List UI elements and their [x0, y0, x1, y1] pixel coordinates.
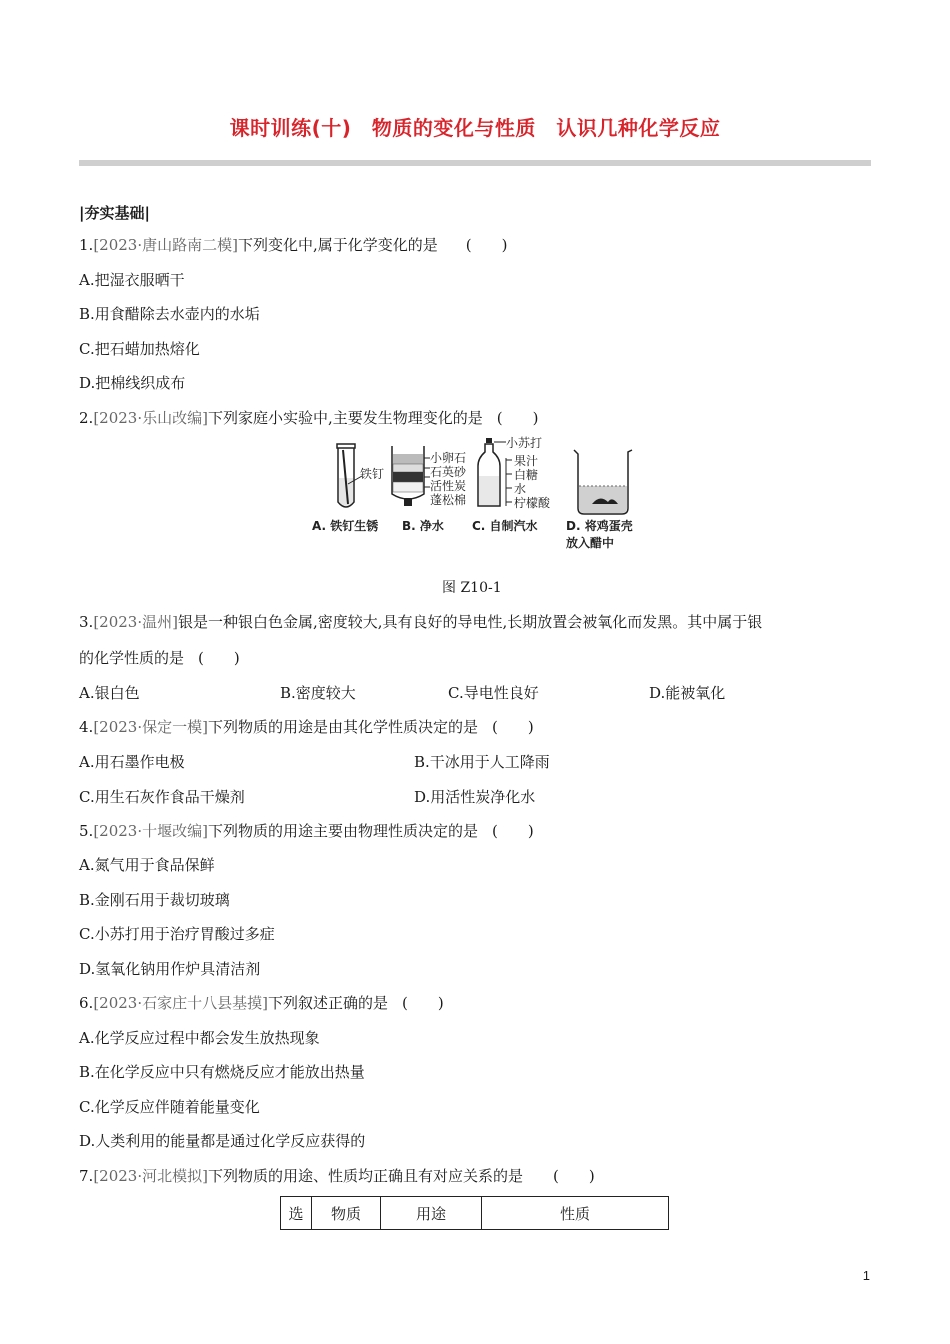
caption-b: B. 净水 — [402, 519, 444, 533]
option-c: C.把石蜡加热熔化 — [79, 340, 200, 358]
section-heading: |夯实基础| — [79, 204, 150, 222]
option-a: A.银白色 — [79, 684, 140, 702]
question-number: 3. — [79, 613, 94, 631]
water-filter — [392, 446, 467, 507]
option-a: A.把湿衣服晒干 — [79, 271, 185, 289]
question-text: 银是一种银白色金属,密度较大,具有良好的导电性,长期放置会被氧化而发黑。其中属于银 — [177, 613, 763, 631]
question-source: [2023·温州] — [93, 613, 178, 631]
question-text: 下列家庭小实验中,主要发生物理变化的是 — [207, 409, 483, 427]
filter-layer: 小卵石 — [430, 451, 467, 465]
option-d: D.能被氧化 — [649, 684, 726, 702]
filter-layer: 活性炭 — [430, 479, 467, 493]
caption-a: A. 铁钉生锈 — [312, 519, 379, 533]
question-text: 下列叙述正确的是 — [267, 994, 388, 1012]
option-b: B.用食醋除去水壶内的水垢 — [79, 305, 260, 323]
option-b: B.金刚石用于裁切玻璃 — [79, 891, 230, 909]
option-b: B.干冰用于人工降雨 — [414, 753, 550, 771]
title-divider — [79, 160, 871, 166]
question-4 — [79, 717, 534, 737]
question-text: 的化学性质的是 — [79, 649, 185, 667]
option-a: A.氮气用于食品保鲜 — [79, 856, 215, 874]
bottle-item: 小苏打 — [506, 436, 543, 450]
answer-blank: ( ) — [198, 649, 240, 667]
option-d: D.用活性炭净化水 — [414, 788, 536, 806]
figure-caption: 图 Z10-1 — [442, 580, 502, 596]
table-header: 性质 — [482, 1197, 669, 1230]
option-d: D.把棉线织成布 — [79, 374, 186, 392]
option-a: A.化学反应过程中都会发生放热现象 — [79, 1029, 320, 1047]
question-text: 下列变化中,属于化学变化的是 — [237, 236, 438, 254]
option-c: C.小苏打用于治疗胃酸过多症 — [79, 925, 275, 943]
page-number: 1 — [862, 1268, 870, 1283]
bottle-item: 果汁 — [514, 454, 539, 468]
question-source: [2023·石家庄十八县基摸] — [93, 994, 268, 1012]
question-6 — [79, 993, 444, 1013]
table-header: 物质 — [312, 1197, 381, 1230]
filter-layer: 蓬松棉 — [430, 493, 467, 507]
question-source: [2023·河北模拟] — [93, 1167, 208, 1185]
answer-blank: ( ) — [491, 822, 534, 840]
option-b: B.密度较大 — [280, 684, 356, 702]
question-5 — [79, 821, 534, 841]
option-c: C.导电性良好 — [448, 684, 539, 702]
question-source: [2023·保定一模] — [93, 718, 208, 736]
caption-c: C. 自制汽水 — [472, 519, 538, 533]
answer-blank: ( ) — [491, 718, 534, 736]
question-3-continued — [79, 648, 240, 668]
question-1 — [79, 235, 507, 255]
option-c: C.化学反应伴随着能量变化 — [79, 1098, 260, 1116]
bottle-item: 白糖 — [514, 468, 539, 482]
page-title: 课时训练(十) 物质的变化与性质 认识几种化学反应 — [229, 116, 721, 140]
question-2 — [79, 408, 538, 428]
question-text: 下列物质的用途是由其化学性质决定的是 — [207, 718, 478, 736]
question-number: 1. — [79, 236, 94, 254]
table-header-row — [281, 1197, 669, 1230]
table-header: 选 — [281, 1197, 312, 1230]
answer-blank: ( ) — [496, 409, 539, 427]
caption-d-line2: 放入醋中 — [566, 536, 615, 550]
test-tube-with-nail — [337, 444, 384, 507]
filter-layer: 石英砂 — [430, 465, 467, 479]
question-source: [2023·乐山改编] — [93, 409, 208, 427]
soda-bottle — [478, 436, 551, 510]
question-7 — [79, 1166, 595, 1186]
answer-blank: ( ) — [552, 1167, 595, 1185]
answer-blank: ( ) — [401, 994, 444, 1012]
question-number: 7. — [79, 1167, 94, 1185]
question-3 — [79, 612, 762, 632]
option-d: D.人类利用的能量都是通过化学反应获得的 — [79, 1132, 366, 1150]
beaker-with-eggshell — [574, 450, 632, 514]
question-source: [2023·十堰改编] — [93, 822, 208, 840]
table-header: 用途 — [381, 1197, 482, 1230]
option-c: C.用生石灰作食品干燥剂 — [79, 788, 245, 806]
question-number: 4. — [79, 718, 94, 736]
bottle-item: 柠檬酸 — [514, 496, 551, 510]
caption-d: D. 将鸡蛋壳 — [566, 519, 633, 533]
question-number: 5. — [79, 822, 94, 840]
question-source: [2023·唐山路南二模] — [93, 236, 238, 254]
option-b: B.在化学反应中只有燃烧反应才能放出热量 — [79, 1063, 365, 1081]
option-d: D.氢氧化钠用作炉具清洁剂 — [79, 960, 261, 978]
answer-table — [280, 1196, 669, 1230]
bottle-item: 水 — [514, 482, 527, 496]
question-number: 6. — [79, 994, 94, 1012]
question-text: 下列物质的用途主要由物理性质决定的是 — [207, 822, 478, 840]
option-a: A.用石墨作电极 — [79, 753, 185, 771]
nail-label: 铁钉 — [360, 467, 385, 481]
question-text: 下列物质的用途、性质均正确且有对应关系的是 — [207, 1167, 523, 1185]
answer-blank: ( ) — [465, 236, 508, 254]
question-number: 2. — [79, 409, 94, 427]
experiment-figure — [300, 436, 660, 556]
